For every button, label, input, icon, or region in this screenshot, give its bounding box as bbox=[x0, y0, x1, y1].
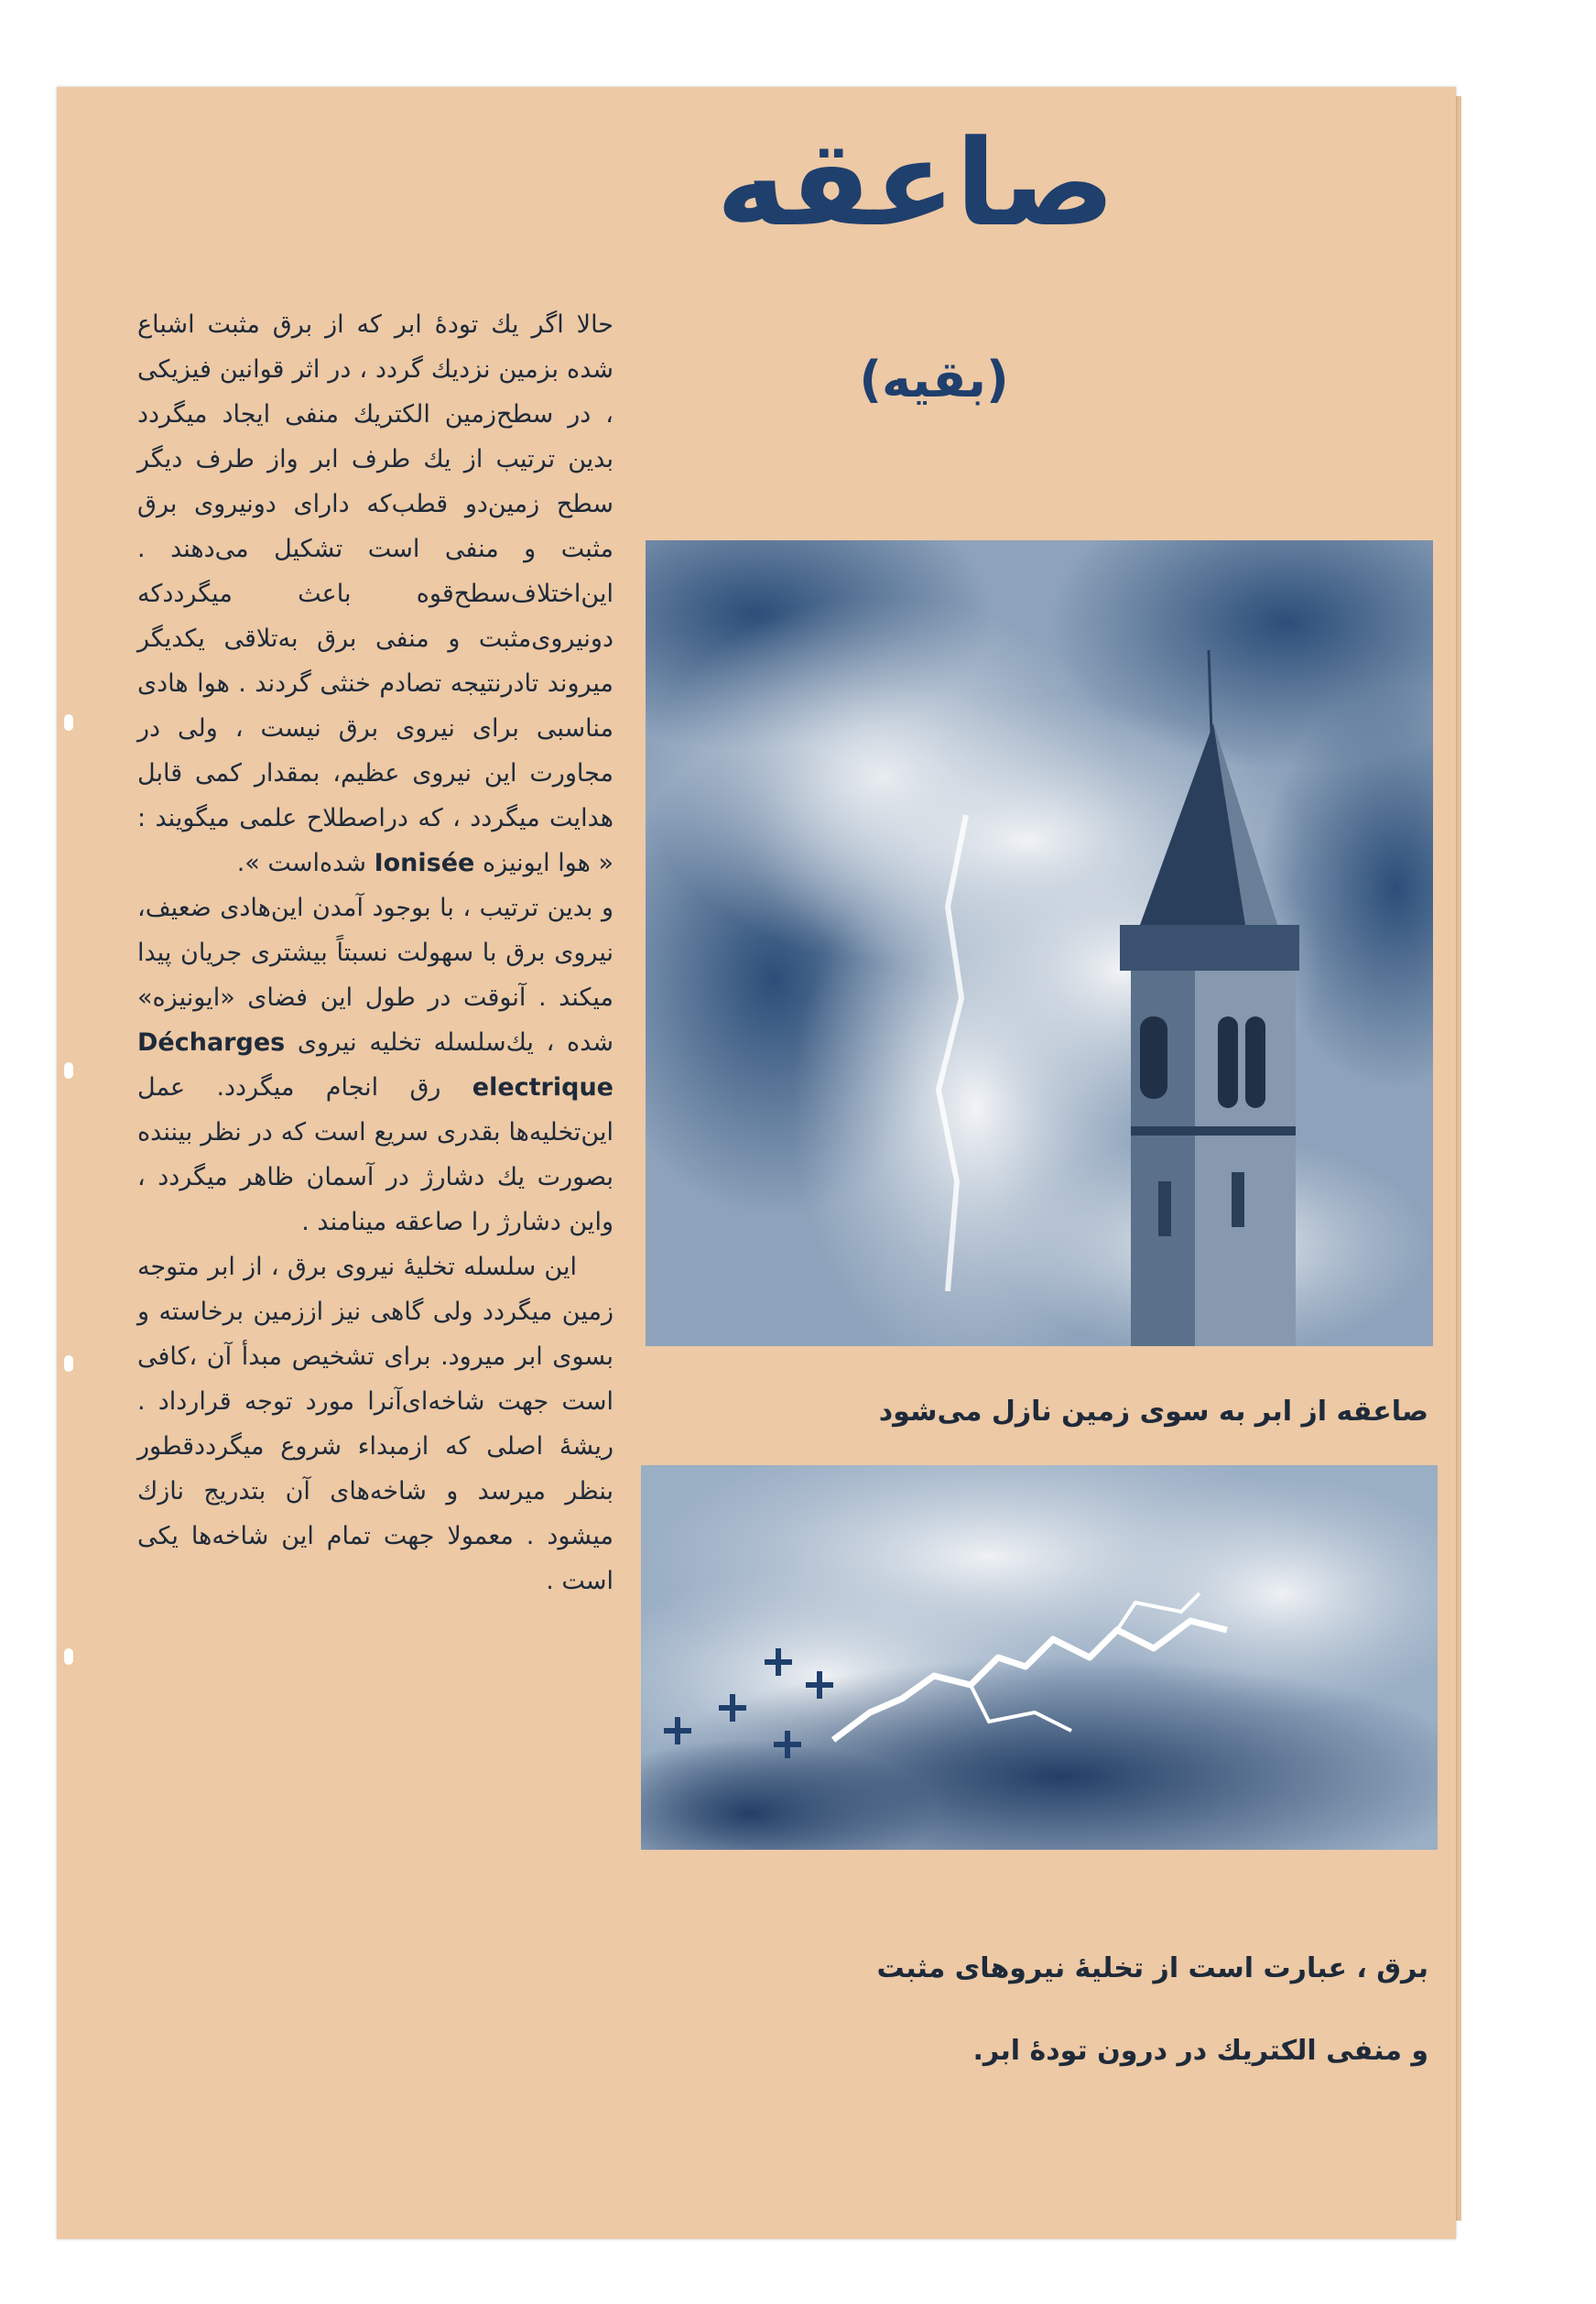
photo-cloud-lightning bbox=[641, 1465, 1438, 1850]
photo-tower-lightning bbox=[646, 540, 1433, 1346]
cloud-lightning-image bbox=[641, 1465, 1438, 1850]
article-title: صاعقه bbox=[716, 114, 1115, 253]
term-ionisee: Ionisée bbox=[374, 849, 475, 877]
term-decharges: Décharges electrique bbox=[137, 1028, 613, 1102]
paragraph: و بدین ترتیب ، با بوجود آمدن این‌هادی ضعیف، نیروی برق با سهولت نسبتاً بیشتری جریان پیدا میکند . آنوقت در طول این فضای «ایونیزه» شده ، يك‌سلسله تخلیه نیروی Décharges electrique رق انجام میگردد. عمل این‌تخلیه‌ها بقدری سریع است که در نظر بیننده بصورت يك دشارژ در آسمان ظاهر میگردد ، واین دشارژ را صاعقه مینامند . bbox=[137, 894, 613, 1236]
article-body bbox=[137, 302, 613, 2152]
tower-lightning-image bbox=[646, 540, 1433, 1346]
article-subtitle: (بقیه) bbox=[859, 351, 1009, 408]
caption-tower: صاعقه از ابر به سوی زمین نازل می‌شود bbox=[878, 1396, 1428, 1428]
caption-cloud: برق ، عبارت است از تخلیهٔ نیروهای مثبت و منفی الکتریك در درون تودهٔ ابر. bbox=[876, 1952, 1428, 2067]
paragraph: حالا اگر يك تودهٔ ابر که از برق مثبت اشباع شده بزمین نزدیك گردد ، در اثر قوانین فیزیکی ، در سطح‌زمین الکتریك منفی ایجاد میگردد بدین ترتیب از يك طرف ابر واز طرف دیگر سطح زمین‌دو قطب‌که دارای دونیروی برق مثبت و منفی است تشکیل می‌دهند . این‌اختلاف‌سطح‌قوه باعث میگرددکه دونیروی‌مثبت و منفی برق به‌تلاقی یکدیگر میروند تادرنتیجه تصادم خنثی گردند . هوا هادی مناسبی برای نیروی برق نیست ، ولی در مجاورت این نیروی عظیم، بمقدار کمی قابل هدایت میگردد ، که دراصطلاح علمی میگویند : « هوا ایونیزه Ionisée شده‌است ». bbox=[137, 310, 613, 877]
paragraph: این سلسله تخلیهٔ نیروی برق ، از ابر متوجه زمین میگردد ولی گاهی نیز اززمین برخاسته و بسوی ابر میرود. برای تشخیص مبدأ آن ،کافی است جهت شاخه‌ای‌آنرا مورد توجه قرارداد . ریشهٔ اصلی که ازمبداء شروع میگرددقطور بنظر میرسد و شاخه‌های آن بتدریج نازك میشود . معمولا جهت تمام این شاخه‌ها یکی است . bbox=[137, 1253, 613, 1595]
